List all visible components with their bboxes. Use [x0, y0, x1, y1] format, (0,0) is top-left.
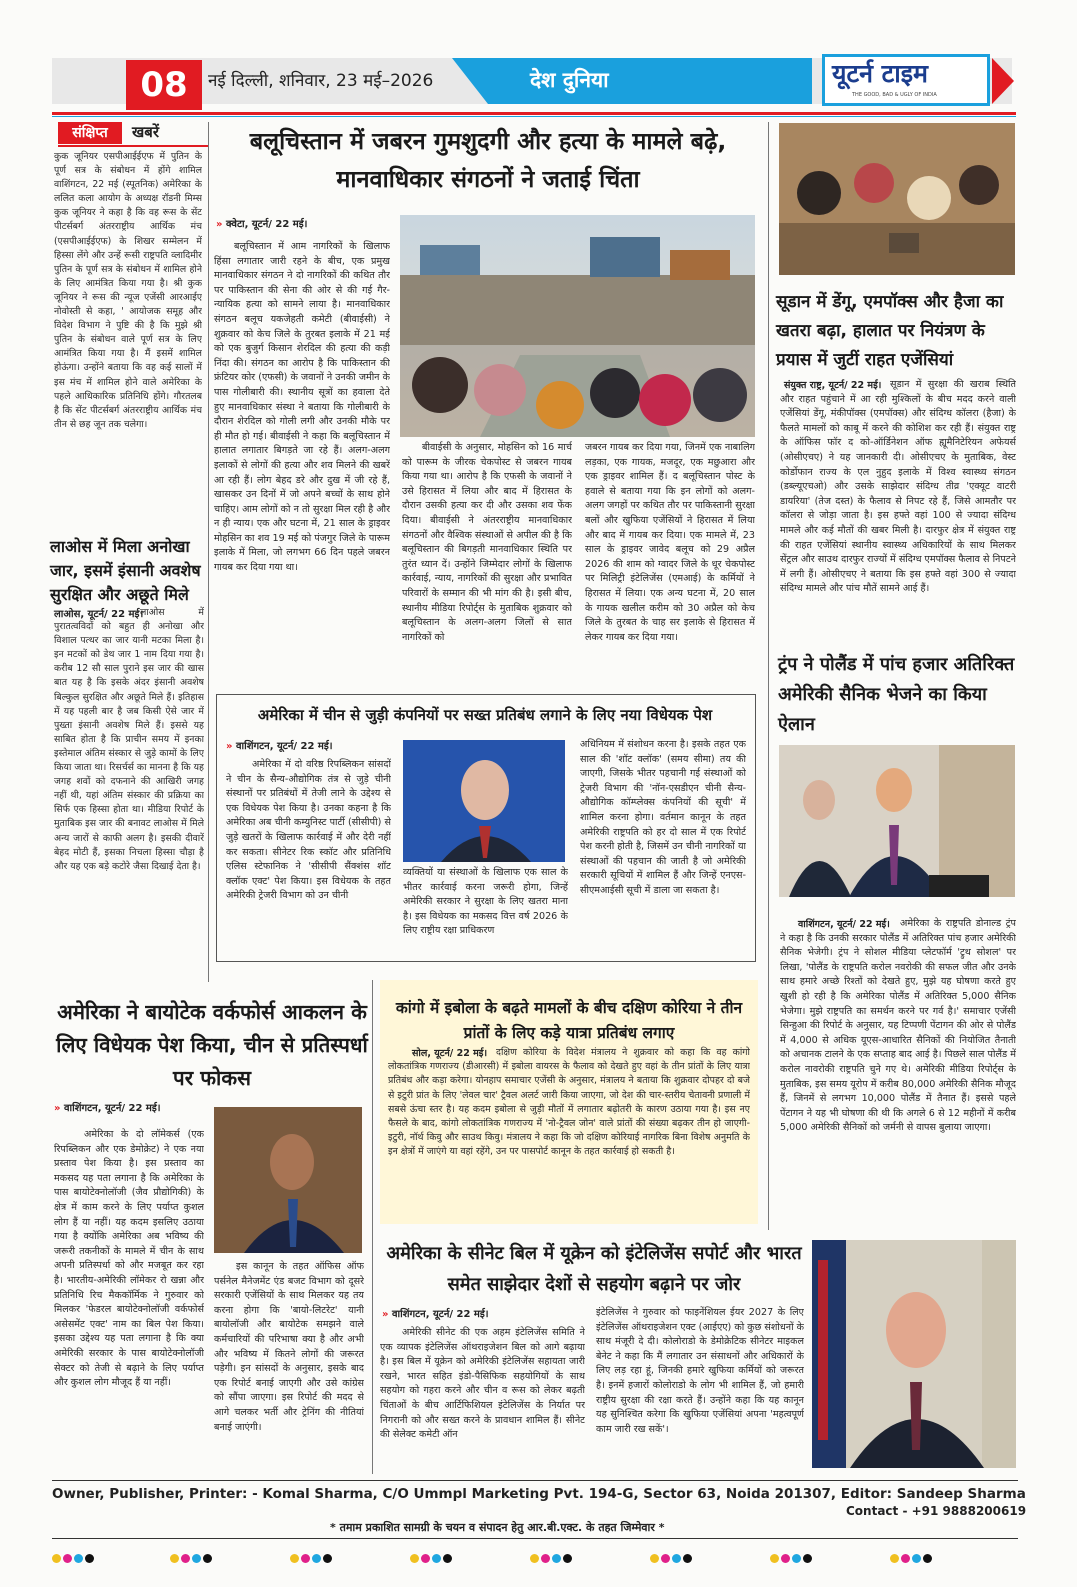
ro-khanna-photo	[214, 1107, 362, 1253]
black-dot	[923, 1554, 932, 1563]
header-rule-blue	[52, 116, 1016, 117]
arrow-icon	[992, 58, 1014, 104]
briefs-label: संक्षिप्त	[58, 122, 122, 144]
michael-bennet-photo	[812, 1240, 1016, 1468]
registration-marks	[170, 1548, 214, 1558]
yellow-dot	[170, 1554, 179, 1563]
lead-col1: बलूचिस्तान में आम नागरिकों के खिलाफ हिंसा लगातार जारी रहने के बीच, एक प्रमुख मानवाधिकार संगठन ने दो नागरिकों की कथित तौर पर पाकिस्तान की सेना की ओर से की गई गैर-न्यायिक हत्या को सामने लाया है। मानवाधिकार संगठन बलूच यकजेहती कमेटी (बीवाईसी) ने शुक्रवार को केच जिले के तुरबत इलाके में 21 मई को एक बुजुर्ग किसान शेरदिल की हत्या की कड़ी निंदा की। संगठन का आरोप है कि पाकिस्तान की फ्रंटियर कोर (एफसी) के जवानों ने उनकी जमीन के पास गोलीबारी की। स्थानीय सूत्रों का हवाला देते हुए मानवाधिकार संस्था ने बताया कि गोलीबारी के दौरान शेरदिल को गोली लगी और उनकी मौके पर ही मौत हो गई। बीवाईसी ने कहा कि बलूचिस्तान में हालात लगातार बिगड़ते जा रहे हैं। अलग-अलग इलाकों से लोगों की हत्या और शव मिलने की खबरें आ रही हैं। लोग बेहद डरे और दुख में जी रहे हैं, खासकर उन दिनों में जो अपने बच्चों के साथ होने चाहिए। आम लोगों को न तो सुरक्षा मिल रही है और न ही न्याय। एक और घटना में, 21 साल के ड्राइवर मोहसिन का शव 19 मई को पंजगुर जिले के पारूम इलाके में मिला, जो लगभग 66 दिन पहले जबरन गायब कर दिया गया था।	[214, 241, 390, 574]
column-divider	[208, 122, 209, 982]
column-divider-right	[768, 122, 769, 1230]
registration-marks	[770, 1548, 814, 1558]
ukraine-col1: अमेरिकी सीनेट की एक अहम इंटेलिजेंस समिति ने एक व्यापक इंटेलिजेंस ऑथराइजेशन बिल को आगे बढ़ाया है। इस बिल में यूक्रेन को अमेरिकी इंटेलिजेंस सहायता जारी रखने, भारत सहित इंडो-पैसिफिक सहयोगियों के साथ सहयोग को गहरा करने और चीन व रूस को लेकर बढ़ती चिंताओं के बीच आर्टिफिशियल इंटेलिजेंस के निर्यात पर निगरानी को और सख्त करने के प्रावधान शामिल हैं। सीनेट की सेलेक्ट कमेटी ऑन	[380, 1327, 585, 1441]
yellow-dot	[290, 1554, 299, 1563]
biotech-col1: अमेरिका के दो लॉमेकर्स (एक रिपब्लिकन और एक डेमोक्रेट) ने एक नया प्रस्ताव पेश किया है। इस प्रस्ताव का मकसद यह पता लगाना है कि अमेरिका के पास बायोटेक्नोलॉजी (जैव प्रौद्योगिकी) के क्षेत्र में काम करने के लिए पर्याप्त कुशल लोग हैं या नहीं। यह कदम इसलिए उठाया गया है क्योंकि अमेरिका अब भविष्य की जरूरी तकनीकों के मामले में चीन के साथ अपनी प्रतिस्पर्धा को और मजबूत कर रहा है। भारतीय-अमेरिकी लॉमेकर रो खन्ना और प्रतिनिधि रिच मैककॉर्मिक ने गुरुवार को मिलकर 'फेडरल बायोटेक्नोलॉजी वर्कफोर्स असेसमेंट एक्ट' नाम का बिल पेश किया। इसका उद्देश्य यह पता लगाना है कि क्या अमेरिकी सरकार के पास बायोटेक्नोलॉजी सेक्टर को तेजी से बढ़ाने के लिए पर्याप्त और कुशल लोग मौजूद हैं या नहीं।	[54, 1129, 204, 1389]
lead-col2: बीवाईसी के अनुसार, मोहसिन को 16 मार्च को पारूम के जीरक चेकपोस्ट से जबरन गायब किया गया था। आरोप है कि एफसी के जवानों ने उसे हिरासत में लिया और बाद में हिरासत के दौरान उसकी हत्या कर दी और उसका शव फेंक दिया। बीवाईसी ने अंतरराष्ट्रीय मानवाधिकार संगठनों और वैश्विक संस्थाओं से अपील की है कि बलूचिस्तान की बिगड़ती मानवाधिकार स्थिति पर तुरंत ध्यान दें। उन्होंने जिम्मेदार लोगों के खिलाफ कार्रवाई, न्याय, नागरिकों की सुरक्षा और प्रभावित परिवारों के सम्मान की भी मांग की है। इसी बीच, स्थानीय मीडिया रिपोर्ट्स के मुताबिक शुक्रवार को बलूचिस्तान के अलग-अलग जिलों से सात नागरिकों को	[402, 442, 572, 643]
logo: यूटर्न टाइम	[832, 59, 928, 88]
trump-photo	[779, 745, 1015, 897]
cyan-dot	[792, 1554, 801, 1563]
footer-rule	[52, 1480, 1018, 1481]
header-rule	[52, 112, 1016, 115]
footer-contact: Contact - +91 9888200619	[846, 1504, 1027, 1518]
logo-tagline: THE GOOD, BAD & UGLY OF INDIA	[852, 92, 937, 98]
balochistan-protest-photo	[400, 215, 755, 437]
sudan-headline: सूडान में डेंगू, एमपॉक्स और हैजा का खतरा बढ़ा, हालात पर नियंत्रण के प्रयास में जुटीं राहत एजेंसियां	[776, 292, 1004, 370]
us-china-byline	[226, 738, 333, 752]
chevron-icon: »	[382, 1309, 392, 1320]
magenta-dot	[181, 1554, 190, 1563]
footer-rule-bottom	[52, 1538, 1018, 1539]
chevron-icon: »	[226, 741, 236, 752]
brief1-body: कुक जूनियर एसपीआईईएफ में पुतिन के पूर्ण सत्र के संबोधन में होंगे शामिल वाशिंगटन, 22 मई (स्पूतनिक) अमेरिका के ललित कला आयोग के अध्यक्ष रॉडनी मिम्स कुक जूनियर ने कहा है कि वह रूस के सेंट पीटर्सबर्ग अंतरराष्ट्रीय आर्थिक मंच (एसपीआईईएफ) के शिखर सम्मेलन में हिस्सा लेंगे और उन्हें रूसी राष्ट्रपति व्लादिमीर पुतिन के पूर्ण सत्र के संबोधन में शामिल होने के लिए आमंत्रित किया गया है। श्री कुक जूनियर ने रूस की न्यूज एजेंसी आरआईए नोवोस्ती से कहा, ' आयोजक समूह और विदेश विभाग ने पुष्टि की है कि मुझे श्री पुतिन के संबोधन वाले पूर्ण सत्र के लिए आमंत्रित किया गया है। मैं इसमें शामिल होऊंगा। उन्होंने बताया कि वह कई सालों में इस मंच में शामिल होने वाले अमेरिका के पहले आधिकारिक प्रतिनिधि होंगे। गौरतलब है कि सेंट पीटर्सबर्ग अंतरराष्ट्रीय आर्थिक मंच तीन से छह जून तक चलेगा।	[54, 151, 202, 430]
section-title: देश दुनिया	[530, 68, 609, 92]
poland-headline: ट्रंप ने पोलैंड में पांच हजार अतिरिक्त अमेरिकी सैनिक भेजने का किया ऐलान	[778, 654, 1015, 735]
yellow-dot	[530, 1554, 539, 1563]
masthead	[52, 52, 1026, 112]
biotech-col2: इस कानून के तहत ऑफिस ऑफ पर्सनेल मैनेजमेंट एंड बजट विभाग को दूसरे सरकारी एजेंसियों के साथ मिलकर यह तय करना होगा कि 'बायो-लिटरेट' यानी बायोलॉजी और बायोटेक समझने वाले कर्मचारियों की परिभाषा क्या है और अभी और भविष्य में कितने लोगों की जरूरत पड़ेगी। इन सांसदों के अनुसार, इसके बाद एक रिपोर्ट बनाई जाएगी और उसे कांग्रेस को सौंपा जाएगा। इस रिपोर्ट की मदद से आगे चलकर भर्ती और ट्रेनिंग की नीतियां बनाई जाएंगी।	[214, 1261, 364, 1433]
ukraine-byline	[382, 1306, 489, 1320]
us-china-col2: व्यक्तियों या संस्थाओं के खिलाफ एक साल के भीतर कार्रवाई करना जरूरी होगा, जिन्हें अमेरिकी सरकार ने सुरक्षा के लिए खतरा माना है। इस विधेयक का मकसद वित्त वर्ष 2026 के लिए राष्ट्रीय रक्षा प्राधिकरण	[403, 867, 568, 937]
cyan-dot	[552, 1554, 561, 1563]
yellow-dot	[52, 1554, 61, 1563]
black-dot	[323, 1554, 332, 1563]
poland-byline: वाशिंगटन, यूटर्न/ 22 मई।	[798, 919, 890, 930]
korea-headline: कांगो में इबोला के बढ़ते मामलों के बीच दक्षिण कोरिया ने तीन प्रांतों के लिए कड़े यात्रा प्रतिबंध लगाए	[395, 999, 743, 1042]
magenta-dot	[901, 1554, 910, 1563]
magenta-dot	[541, 1554, 550, 1563]
magenta-dot	[301, 1554, 310, 1563]
column-divider-lower	[372, 980, 373, 1474]
cyan-dot	[912, 1554, 921, 1563]
sudan-body: सूडान में सुरक्षा की खराब स्थिति और राहत पहुंचाने में आ रही मुश्किलों के बीच मदद करने वाली एजेंसियां डेंगू, मंकीपॉक्स (एमपॉक्स) और संदिग्ध कॉलरा (हैजा) के फैलते मामलों को काबू में करने की कोशिश कर रही हैं। संयुक्त राष्ट्र के ऑफिस फॉर द को-ऑर्डिनेशन ऑफ ह्यूमैनिटेरियन अफेयर्स (ओसीएचए) ने यह जानकारी दी। ओसीएचए के मुताबिक, वेस्ट कोर्डोफान राज्य के एल नुहुद इलाके में विश्व स्वास्थ्य संगठन (डब्ल्यूएचओ) और उसके साझेदार संदिग्ध तीव्र 'एक्यूट वाटरी डायरिया' (तेज दस्त) के फैलाव से निपट रहे हैं, जिसे आमतौर पर कॉलरा से जोड़ा जाता है। इस हफ्ते वहां 100 से ज्यादा संदिग्ध मामले और कई मौतों की खबर मिली है। दारफुर क्षेत्र में संयुक्त राष्ट्र की राहत एजेंसियां स्थानीय स्वास्थ्य अधिकारियों के साथ मिलकर सेंट्रल और साउथ दारफुर राज्यों में संदिग्ध एमपॉक्स फैलाव से निपटने में लगी हैं। ओसीएचए ने बताया कि इस हफ्ते वहां 300 से ज्यादा संदिग्ध मामले और पांच मौतें सामने आई हैं।	[780, 379, 1016, 595]
cyan-dot	[74, 1554, 83, 1563]
black-dot	[203, 1554, 212, 1563]
ukraine-byline-text: वाशिंगटन, यूटर्न/ 22 मई।	[391, 1309, 489, 1320]
chevron-icon: »	[54, 1103, 64, 1114]
ukraine-headline: अमेरिका के सीनेट बिल में यूक्रेन को इंटेलिजेंस सपोर्ट और भारत समेत साझेदार देशों से सहयोग बढ़ाने पर जोर	[386, 1243, 802, 1295]
registration-marks	[410, 1548, 454, 1558]
magenta-dot	[421, 1554, 430, 1563]
biotech-byline-text: वाशिंगटन, यूटर्न/ 22 मई।	[63, 1103, 161, 1114]
registration-marks	[52, 1548, 96, 1558]
footer-owner: Owner, Publisher, Printer: - Komal Sharma, C/O Ummpl Marketing Pvt. 194-G, Sector 63, Noida 201307, Editor: Sandeep Sharma	[52, 1486, 1026, 1502]
registration-marks	[530, 1548, 574, 1558]
registration-marks	[650, 1548, 694, 1558]
brief2-headline: लाओस में मिला अनोखा जार, इसमें इंसानी अवशेष सुरक्षित और अछूते मिले	[50, 537, 201, 604]
magenta-dot	[781, 1554, 790, 1563]
black-dot	[803, 1554, 812, 1563]
sudan-byline: संयुक्त राष्ट्र, यूटर्न/ 22 मई।	[784, 380, 882, 391]
dateline: नई दिल्ली, शनिवार, 23 मई–2026	[208, 71, 434, 91]
lead-col3: जबरन गायब कर दिया गया, जिनमें एक नाबालिग लड़का, एक गायक, मजदूर, एक मछुआरा और एक ड्राइवर शामिल हैं। द बलूचिस्तान पोस्ट के हवाले से बताया गया कि इन लोगों को अलग-अलग जगहों पर कथित तौर पर पाकिस्तानी सुरक्षा बलों और खुफिया एजेंसियों ने हिरासत में लिया और बाद में गायब कर दिया। एक मामले में, 23 साल के ड्राइवर जावेद बलूच को 29 अप्रैल 2026 की शाम को ग्वादर जिले के धूर चेकपोस्ट पर मिलिट्री इंटेलिजेंस (एमआई) के कर्मियों ने हिरासत में लिया। एक अन्य घटना में, 20 साल के गायक खलील करीम को 30 अप्रैल को केच जिले के तुरबत के चाह सर इलाके से हिरासत में लेकर गायब कर दिया गया।	[585, 442, 755, 643]
ukraine-col2: इंटेलिजेंस ने गुरुवार को फाइनेंशियल ईयर 2027 के लिए इंटेलिजेंस ऑथराइजेशन एक्ट (आईएए) को कुछ संशोधनों के साथ मंजूरी दे दी। कोलोराडो के डेमोक्रेटिक सीनेटर माइकल बेनेट ने कहा कि मैं लगातार उन संसाधनों और अधिकारों के लिए लड़ रहा हूं, जिनकी हमारे खुफिया कर्मियों को जरूरत है। इनमें हजारों कोलोराडो के लोग भी शामिल हैं, जो हमारी राष्ट्रीय सुरक्षा की रक्षा करते हैं। उन्होंने कहा कि यह कानून यह सुनिश्चित करेगा कि खुफिया एजेंसियां अपना 'महत्वपूर्ण काम जारी रख सकें'।	[596, 1307, 804, 1435]
registration-marks	[890, 1548, 934, 1558]
cyan-dot	[312, 1554, 321, 1563]
yellow-dot	[890, 1554, 899, 1563]
yellow-dot	[650, 1554, 659, 1563]
yellow-dot	[770, 1554, 779, 1563]
korea-body: दक्षिण कोरिया के विदेश मंत्रालय ने शुक्रवार को कहा कि वह कांगो लोकतांत्रिक गणराज्य (डीआरसी) में इबोला वायरस के फैलाव को देखते हुए वहां के तीन प्रांतों के लिए यात्रा प्रतिबंध और कड़ा करेगा। योनहाप समाचार एजेंसी के अनुसार, मंत्रालय ने बताया कि शुक्रवार दोपहर दो बजे से इटुरी प्रांत के लिए 'लेवल चार' ट्रैवल अलर्ट जारी किया जाएगा, जो देश की चार-स्तरीय चेतावनी प्रणाली में सबसे ऊंचा स्तर है। यह कदम इबोला से जुड़ी मौतों में लगातार बढ़ोतरी के कारण उठाया गया है। इस नए फैसले के बाद, कांगो लोकतांत्रिक गणराज्य में 'नो-ट्रैवल जोन' वाले प्रांतों की संख्या बढ़कर तीन हो जाएगी- इटुरी, नॉर्थ किवु और साउथ किवु। मंत्रालय ने कहा कि जो दक्षिण कोरियाई नागरिक बिना विशेष अनुमति के इन क्षेत्रों में जाएंगे या वहां रहेंगे, उन पर पासपोर्ट कानून के तहत कार्रवाई हो सकती है।	[388, 1047, 750, 1158]
lead-byline	[216, 216, 307, 230]
brief2-byline: लाओस, यूटर्न/ 22 मई।	[54, 609, 144, 620]
cyan-dot	[192, 1554, 201, 1563]
us-china-col1: अमेरिका में दो वरिष्ठ रिपब्लिकन सांसदों ने चीन के सैन्य-औद्योगिक तंत्र से जुड़े चीनी संस्थानों पर प्रतिबंधों में तेजी लाने के उद्देश्य से एक विधेयक पेश किया है। उनका कहना है कि अमेरिका अब चीनी कम्युनिस्ट पार्टी (सीसीपी) से जुड़े खतरों के खिलाफ कार्रवाई में और देरी नहीं कर सकता। सीनेटर रिक स्कॉट और प्रतिनिधि एलिस स्टेफानिक ने 'सीसीपी सैंक्शंस शॉट क्लॉक एक्ट' पेश किया। इस विधेयक के तहत अमेरिकी ट्रेजरी विभाग को उन चीनी	[226, 759, 391, 902]
korea-byline: सोल, यूटर्न/ 22 मई।	[412, 1048, 488, 1059]
cyan-dot	[672, 1554, 681, 1563]
biotech-headline: अमेरिका ने बायोटेक वर्कफोर्स आकलन के लिए विधेयक पेश किया, चीन से प्रतिस्पर्धा पर फोकस	[56, 1000, 368, 1090]
black-dot	[443, 1554, 452, 1563]
lead-byline-text: क्वेटा, यूटर्न/ 22 मई।	[225, 219, 308, 230]
registration-marks	[290, 1548, 334, 1558]
briefs-label-text: खबरें	[132, 123, 159, 141]
biotech-byline	[54, 1100, 161, 1114]
us-china-headline: अमेरिका में चीन से जुड़ी कंपनियों पर सख्त प्रतिबंध लगाने के लिए नया विधेयक पेश	[257, 706, 713, 724]
rick-scott-photo	[403, 740, 565, 862]
chevron-icon: »	[216, 219, 226, 230]
magenta-dot	[63, 1554, 72, 1563]
sudan-photo	[779, 123, 1015, 275]
black-dot	[563, 1554, 572, 1563]
black-dot	[85, 1554, 94, 1563]
briefs-rule	[58, 145, 208, 147]
us-china-byline-text: वाशिंगटन, यूटर्न/ 22 मई।	[235, 741, 333, 752]
us-china-col3: अधिनियम में संशोधन करना है। इसके तहत एक साल की 'शॉट क्लॉक' (समय सीमा) तय की जाएगी, जिसके भीतर पहचानी गई संस्थाओं को ट्रेजरी विभाग की 'नॉन-एसडीएन चीनी सैन्य-औद्योगिक कॉम्प्लेक्स कंपनियों की सूची' में शामिल करना होगा। वर्तमान कानून के तहत अमेरिकी राष्ट्रपति को हर दो साल में एक रिपोर्ट पेश करनी होती है, जिसमें उन चीनी नागरिकों या संस्थाओं की पहचान की जाती है जो अमेरिकी सरकारी सूचियों में शामिल हैं और जिन्हें एनएस-सीएमआईसी सूची में डाला जा सकता है।	[580, 739, 746, 896]
magenta-dot	[661, 1554, 670, 1563]
footer-note: * तमाम प्रकाशित सामग्री के चयन व संपादन हेतु आर.बी.एक्ट. के तहत जिम्मेवार *	[330, 1521, 665, 1534]
cyan-dot	[432, 1554, 441, 1563]
poland-body: अमेरिका के राष्ट्रपति डोनाल्ड ट्रंप ने कहा है कि उनकी सरकार पोलैंड में अतिरिक्त पांच हजार अमेरिकी सैनिक भेजेगी। ट्रंप ने सोशल मीडिया प्लेटफॉर्म 'ट्रुथ सोशल' पर लिखा, 'पोलैंड के राष्ट्रपति करोल नवरोकी की सफल जीत और उनके साथ हमारे अच्छे रिश्तों को देखते हुए, मुझे यह घोषणा करते हुए खुशी हो रही है कि अमेरिका पोलैंड में अतिरिक्त 5,000 सैनिक भेजेगा। मुझे राष्ट्रपति का समर्थन करने पर गर्व है।' समाचार एजेंसी सिन्हुआ की रिपोर्ट के अनुसार, यह टिप्पणी पेंटागन की ओर से पोलैंड में 4,000 से अधिक यूएस-आधारित सैनिकों की नियोजित तैनाती को अचानक टालने के एक सप्ताह बाद आई है। पिछले साल पोलैंड में करोल नावरोकी राष्ट्रपति चुने गए थे। अमेरिकी मीडिया रिपोर्ट्स के मुताबिक, इस समय यूरोप में करीब 80,000 अमेरिकी सैनिक मौजूद हैं, जिनमें से लगभग 10,000 पोलैंड में तैनात हैं। इससे पहले पेंटागन ने यह भी घोषणा की थी कि अगले 6 से 12 महीनों में करीब 5,000 अमेरिकी सैनिकों को जर्मनी से वापस बुलाया जाएगा।	[780, 918, 1016, 1134]
lead-headline: बलूचिस्तान में जबरन गुमशुदगी और हत्या के मामले बढ़े, मानवाधिकार संगठनों ने जताई चिंता	[249, 127, 727, 193]
yellow-dot	[410, 1554, 419, 1563]
black-dot	[683, 1554, 692, 1563]
section-banner	[452, 58, 812, 104]
page-number: 08	[126, 60, 202, 110]
brief2-body: लाओस में पुरातत्वविदों को बहुत ही अनोखा और विशाल पत्थर का जार यानी मटका मिला है। इन मटकों को डेथ जार 1 नाम दिया गया है। करीब 12 सौ साल पुराने इस जार की खास बात यह है कि इसके अंदर इंसानी अवशेष बिल्कुल सुरक्षित और अछूते मिले हैं। इतिहास में यह पहली बार है जब किसी ऐसे जार में पुख्ता इंसानी अवशेष मिले हैं। इससे यह साबित होता है कि प्राचीन समय में इनका इस्तेमाल अंतिम संस्कार से जुड़े कामों के लिए किया जाता था। रिसर्चर्स का मानना है कि यह जगह शवों को दफनाने की आखिरी जगह नहीं थी, यहां अंतिम संस्कार की प्रक्रिया का सिर्फ एक हिस्सा होता था। मीडिया रिपोर्ट के मुताबिक इस जार की बनावट लाओस में मिले अन्य जारों से काफी अलग है। इसकी दीवारें बेहद मोटी हैं, इसका निचला हिस्सा चौड़ा है और यह एक बड़े कटोरे जैसा दिखाई देता है।	[54, 607, 204, 872]
